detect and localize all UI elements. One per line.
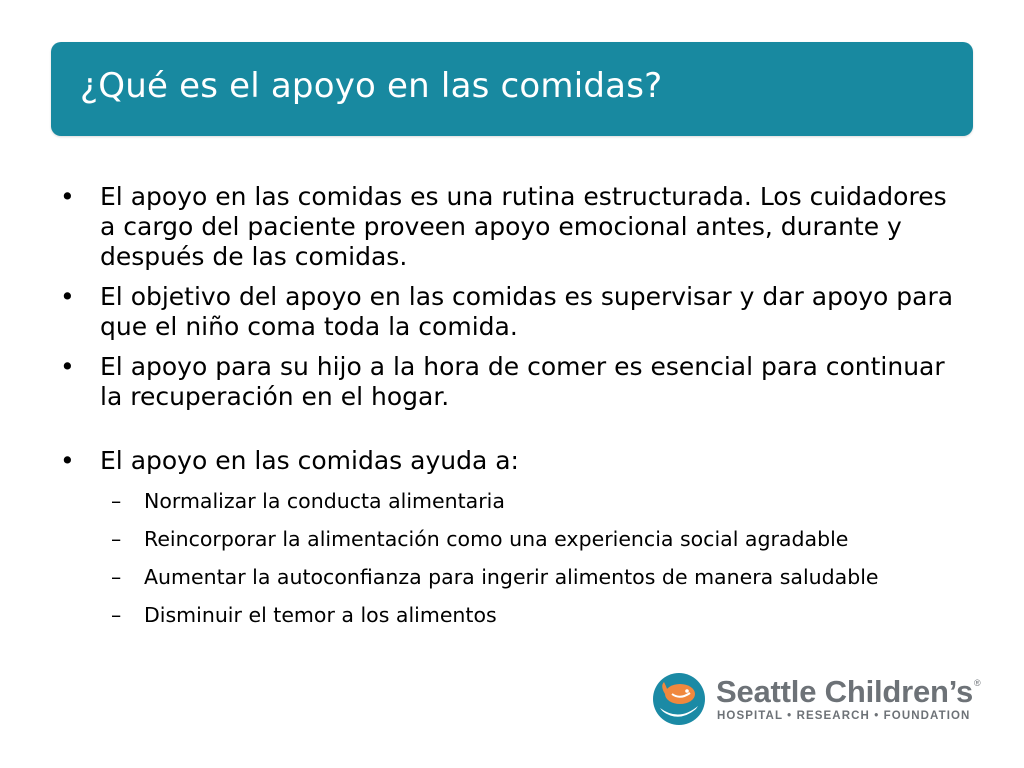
bullet-marker: • (60, 282, 75, 311)
sub-bullet-marker: – (111, 565, 122, 589)
bullet-item (60, 282, 965, 342)
bullet-text: El apoyo en las comidas ayuda a: (100, 446, 519, 475)
sub-bullet-marker: – (111, 489, 122, 513)
sub-bullet-text: Reincorporar la alimentación como una experiencia social agradable (144, 527, 849, 551)
bullet-text: El apoyo para su hijo a la hora de comer es esencial para continuar la recuperación en el hogar. (100, 352, 945, 411)
slide-content (60, 182, 965, 638)
bullet-item (60, 446, 965, 476)
bullet-item (60, 352, 965, 412)
whale-logo-icon (652, 672, 706, 726)
sub-bullet-item (111, 524, 965, 554)
sub-bullet-marker: – (111, 527, 122, 551)
bullet-item (60, 182, 965, 272)
sub-bullet-item (111, 600, 965, 630)
sub-bullet-item (111, 562, 965, 592)
slide-title: ¿Qué es el apoyo en las comidas? (80, 66, 663, 106)
sub-bullet-text: Normalizar la conducta alimentaria (144, 489, 505, 513)
sub-bullet-text: Disminuir el temor a los alimentos (144, 603, 497, 627)
bullet-text: El apoyo en las comidas es una rutina estructurada. Los cuidadores a cargo del paciente proveen apoyo emocional antes, durante y después de las comidas. (100, 182, 947, 271)
logo-tagline: HOSPITAL • RESEARCH • FOUNDATION (717, 710, 971, 722)
bullet-marker: • (60, 446, 75, 475)
title-bar (51, 42, 973, 136)
sub-bullet-marker: – (111, 603, 122, 627)
bullet-marker: • (60, 182, 75, 211)
bullet-text: El objetivo del apoyo en las comidas es supervisar y dar apoyo para que el niño coma toda la comida. (100, 282, 954, 341)
sub-bullet-text: Aumentar la autoconfianza para ingerir alimentos de manera saludable (144, 565, 879, 589)
registered-mark: ® (974, 678, 981, 688)
seattle-childrens-logo (652, 672, 992, 732)
sub-bullet-item (111, 486, 965, 516)
bullet-marker: • (60, 352, 75, 381)
logo-name: Seattle Children’s (716, 674, 974, 709)
